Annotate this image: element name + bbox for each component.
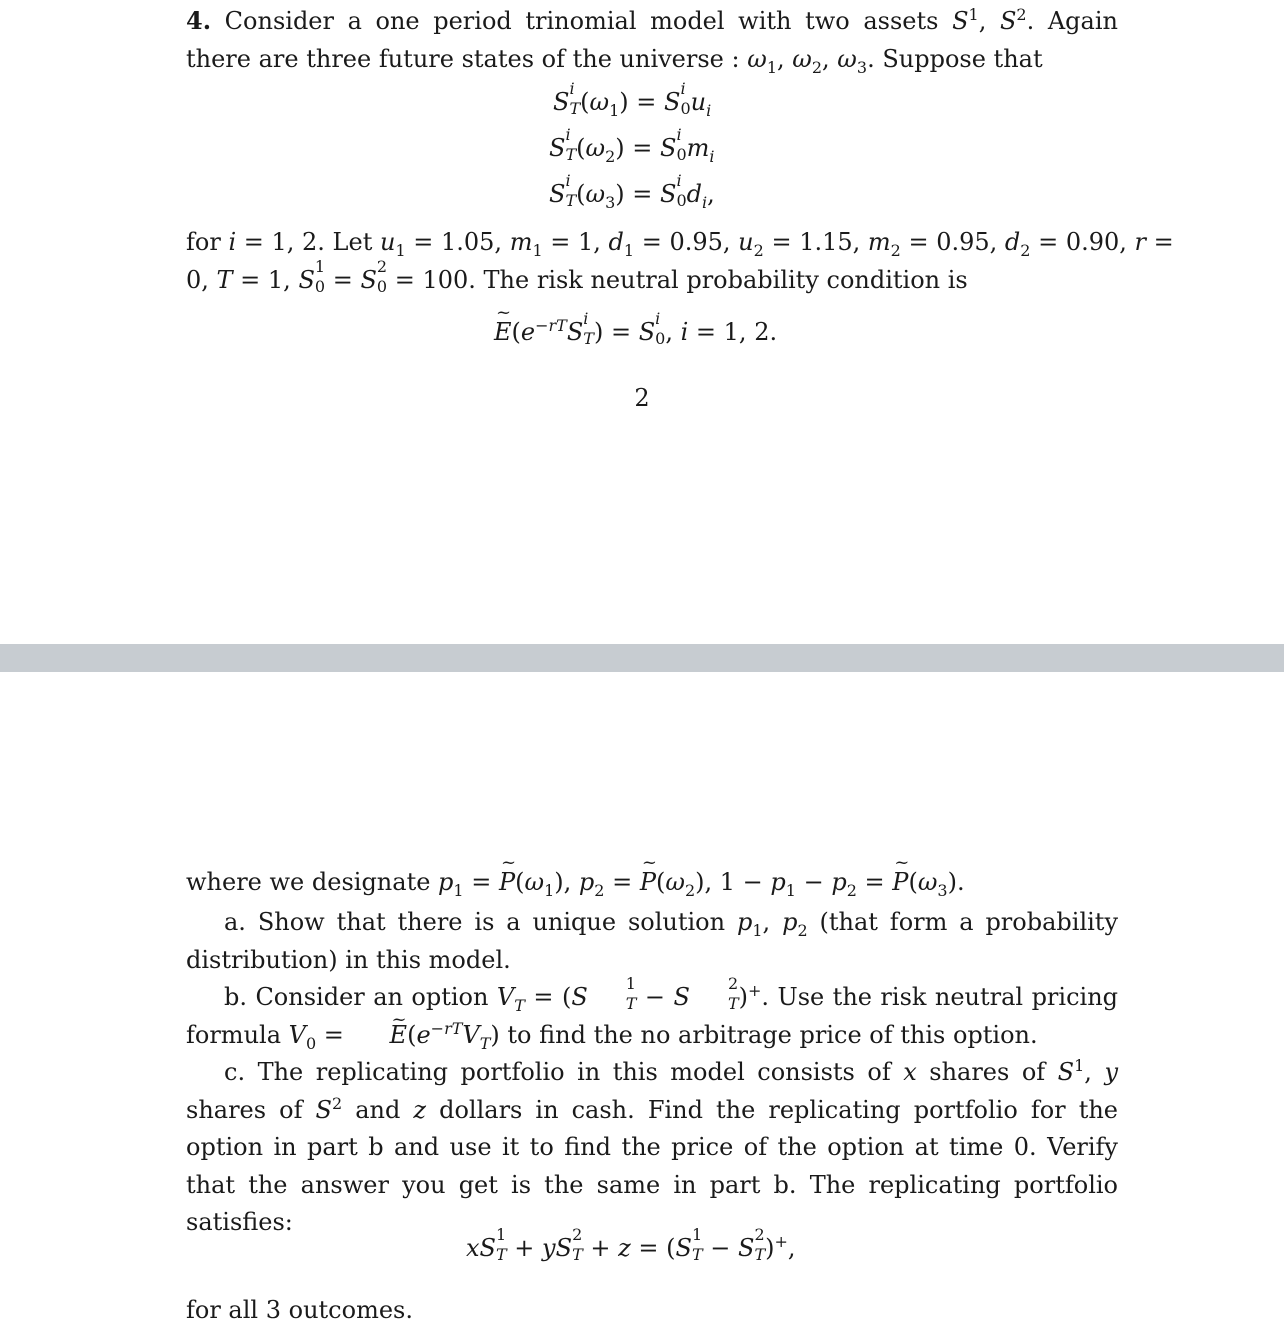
- designation-line: where we designate $p_1 = P$ $\sim(\omega_1)$, $p_2 = P$ $\sim(\omega_2)$, $1 - p_1 - p_2 = P$ $\sim(\omega_3)$.: [186, 868, 1118, 896]
- part-a: a. Show that there is a unique solution $p_1$, $p_2$ (that form a probability distribution) in this model.: [186, 908, 1118, 974]
- problem-intro: 4. Consider a one period trinomial model with two assets $S^1$, $S^2$. Again there are three future states of the universe : $\omega_1$, $\omega_2$, $\omega_3$. Suppose that: [186, 5, 1118, 77]
- page-bottom: [0, 672, 1284, 1333]
- page-number: 2: [634, 384, 650, 412]
- risk-neutral-condition: E $\sim(e^{-rT}S$ i T ) = S i 0 , i = 1, 2.: [494, 318, 777, 346]
- problem-number: 4.: [186, 6, 212, 35]
- part-c: c. The replicating portfolio in this model consists of x shares of $S^1$, y shares of $S^2$ and z dollars in cash. Find the replicating portfolio for the option in part b and use it to find the price of the option at time 0. Verify that the answer you get is the same in part b. The replicating portfolio satisfies:: [186, 1056, 1118, 1236]
- equation-omega2: S i T $(\omega_2) = S$ i 0 $m_i$: [549, 124, 715, 166]
- part-b: b. Consider an option $V_T = (S$ 1 T − S 2 T )+. Use the risk neutral pricing formula $V_0 = E$ $\sim(e^{-rT}V_T)$ to find the no arbitrage price of this option.: [186, 979, 1118, 1054]
- replicating-equation: xS 1 T + yS 2 T + z = (S 1 T − S 2 T )+,: [466, 1224, 796, 1264]
- parameters-line-1: for i = 1, 2. Let $u_1 = 1.05$, $m_1 = 1$, $d_1 = 0.95$, $u_2 = 1.15$, $m_2 = 0.95$, $d_2 = 0.90$, r =: [186, 228, 1174, 260]
- equation-omega3: S i T $(\omega_3) = S$ i 0 $d_i$,: [549, 170, 715, 212]
- closing-line: for all 3 outcomes.: [186, 1296, 413, 1324]
- page-separator: [0, 644, 1284, 672]
- page-top: [0, 0, 1284, 644]
- equation-omega1: S i T $(\omega_1) = S$ i 0 $u_i$: [553, 78, 712, 120]
- parameters-line-2: 0, T = 1, S 1 0 = S 2 0 = 100. The risk neutral probability condition is: [186, 256, 968, 296]
